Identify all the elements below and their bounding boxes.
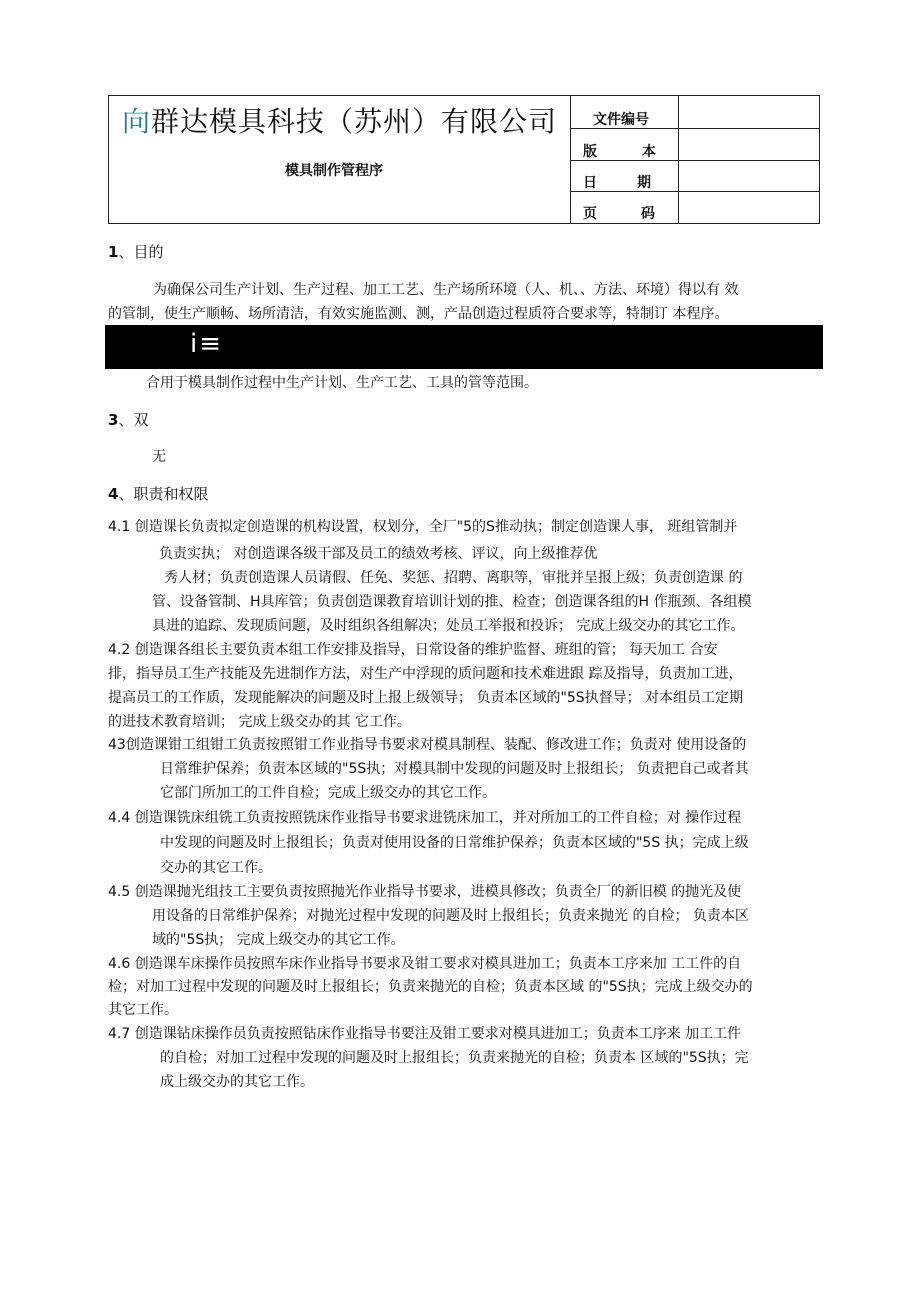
section-3-heading <box>108 409 148 430</box>
field-value <box>679 192 819 223</box>
field-value <box>679 161 819 191</box>
header-left-cell <box>109 96 571 223</box>
item-4-2-line: 排，指导员工生产技能及先进制作方法，对生产中浮现的质问题和技术难进跟 踪及指导，负责加工进， <box>108 666 743 682</box>
field-row-date <box>571 161 819 192</box>
section-2-line-1: 合用于模具制作过程中生产计划、生产工艺、工具的管等范围。 <box>146 375 538 391</box>
section-3-body: 无 <box>152 449 166 465</box>
field-label: 日 期 <box>571 161 679 191</box>
section-1-line-1: 为确保公司生产计划、生产过程、加工工艺、生产场所环境（人、机、、方法、环境）得以有 效 <box>153 282 739 298</box>
item-4-1-line: 秀人材；负责创造课人员请假、任免、奖惩、招聘、离职等，审批并呈报上级；负责创造课 的 <box>164 570 743 586</box>
section-2-heading-bar <box>105 325 823 369</box>
item-4-6-line: 检；对加工过程中发现的问题及时上报组长；负责来抛光的自检；负责本区域 的"5S执；完成上级交办的 <box>108 979 753 995</box>
item-4-1-line: 负责实执； 对创造课各级干部及员工的绩效考核、评议，向上级推荐优 <box>159 546 598 562</box>
item-4-6-line: 其它工作。 <box>108 1002 178 1018</box>
list-icon: i≡ <box>190 329 224 359</box>
field-label: 页 码 <box>571 192 679 223</box>
item-4-5-line: 用设备的日常维护保养；对抛光过程中发现的问题及时上报组长；负责来抛光 的自检； 负责本区 <box>152 908 749 924</box>
item-4-2-line: 提高员工的工作质，发现能解决的问题及时上报上级领导； 负责本区域的"5S执督导； 对本组员工定期 <box>108 690 744 706</box>
item-4-4-line: 交办的其它工作。 <box>160 860 272 876</box>
item-4-2-line: 的进技术教育培训； 完成上级交办的其 它工作。 <box>108 714 411 730</box>
field-row-version <box>571 129 819 161</box>
field-row-page <box>571 192 819 223</box>
section-1-line-2: 的管制，使生产顺畅、场所清洁，有效实施监测、测，产品创造过程质符合要求等，特制订 本程序。 <box>108 306 729 322</box>
section-title: 、职责和权限 <box>118 485 209 503</box>
item-4-4-line: 4.4 创造课铣床组铣工负责按照铣床作业指导书要求进铣床加工，并对所加工的工件自检；对 操作过程 <box>108 810 742 826</box>
section-title: 、目的 <box>118 243 164 261</box>
item-4-7-line: 的自检；对加工过程中发现的问题及时上报组长；负责来抛光的自检；负责本 区域的"5S执；完 <box>160 1050 749 1066</box>
item-4-6-line: 4.6 创造课车床操作员按照车床作业指导书要求及钳工要求对模具进加工；负责本工序来加 工工件的自 <box>108 956 742 972</box>
header-fields <box>571 96 819 223</box>
item-4-3-line: 43创造课钳工组钳工负责按照钳工作业指导书要求对模具制程、装配、修改进工作；负责对 使用设备的 <box>108 737 747 753</box>
header-table <box>108 95 820 224</box>
document-title: 模具制作管程序 <box>285 163 383 179</box>
company-logo-mark: 向 <box>122 105 152 138</box>
item-4-3-line: 日常维护保养；负责本区域的"5S执；对模具制中发现的问题及时上报组长； 负责把自己或者其 <box>160 761 749 777</box>
item-4-3-line: 它部门所加工的工件自检；完成上级交办的其它工作。 <box>160 785 496 801</box>
section-4-heading <box>108 483 208 504</box>
company-name-text: 群达模具科技（苏州）有限公司 <box>151 105 558 138</box>
field-label: 文件编号 <box>571 96 679 128</box>
section-number: 3 <box>108 411 119 429</box>
item-4-4-line: 中发现的问题及时上报组长；负责对使用设备的日常维护保养；负责本区域的"5S 执；完成上级 <box>160 835 749 851</box>
field-value <box>679 96 819 128</box>
item-4-1-line: 4.1 创造课长负责拟定创造课的机构设置，权划分，全厂"5的S推动执；制定创造课人事， 班组管制并 <box>108 519 738 535</box>
item-4-7-line: 4.7 创造课钻床操作员负责按照钻床作业指导书要注及钳工要求对模具进加工；负责本工序来 加工工件 <box>108 1026 742 1042</box>
field-value <box>679 129 819 160</box>
section-1-heading <box>108 241 163 262</box>
section-number: 4 <box>108 485 119 503</box>
item-4-7-line: 成上级交办的其它工作。 <box>160 1074 314 1090</box>
section-title: 、双 <box>118 411 149 429</box>
item-4-5-line: 域的"5S执； 完成上级交办的其它工作。 <box>152 932 405 948</box>
item-4-1-line: 具进的追踪、发现质问题，及时组织各组解决；处员工举报和投诉； 完成上级交办的其它工作。 <box>152 618 745 634</box>
item-4-2-line: 4.2 创造课各组长主要负责本组工作安排及指导，日常设备的维护监督、班组的管； 每天加工 合安 <box>108 642 718 658</box>
field-label: 版 本 <box>571 129 679 160</box>
item-4-1-line: 管、设备管制、H具库管；负责创造课教育培训计划的推、检查；创造课各组的H 作瓶颈、各组模 <box>152 594 752 610</box>
section-number: 1 <box>108 243 119 261</box>
item-4-5-line: 4.5 创造课抛光组技工主要负责按照抛光作业指导书要求，进模具修改；负责全厂的新旧模 的抛光及使 <box>108 884 742 900</box>
company-name <box>122 100 557 140</box>
field-row-doc-number <box>571 96 819 129</box>
